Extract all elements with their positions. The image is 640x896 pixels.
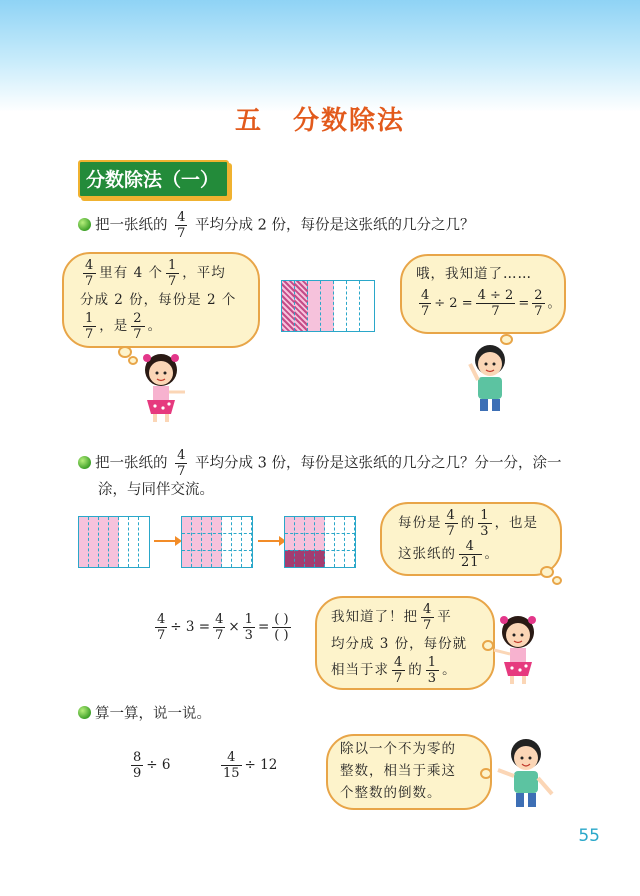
chapter-name: 分数除法 <box>293 106 406 136</box>
question-2: 把一张纸的 $\frac{4}{7}$ 平均分成 3 份，每份是这张纸的几分之几？分一分，涂一 涂，与同伴交流。 <box>78 448 578 501</box>
fraction-grid-1 <box>281 280 375 332</box>
speech-bubble-girl-2: 我知道了！把 $\frac{4}{7}$ 平 均分成 3 份，每份就 相当于求 $\frac{4}{7}$ 的 $\frac{1}{3}$ 。 <box>315 596 495 690</box>
bullet-icon <box>78 218 91 231</box>
girl-figure <box>488 610 548 686</box>
boy-figure <box>462 340 522 414</box>
question-1: 把一张纸的 $\frac{4}{7}$ 平均分成 2 份，每份是这张纸的几分之几？ <box>78 210 474 241</box>
speech-bubble-q2: 每份是 $\frac{4}{7}$ 的 $\frac{1}{3}$ ，也是 这张纸的 $\frac{4}{21}$ 。 <box>380 502 562 576</box>
fraction-grid-2a <box>78 516 150 568</box>
bullet-icon <box>78 706 91 719</box>
header-band <box>0 0 640 112</box>
boy-figure <box>492 734 562 810</box>
speech-bubble-boy-2: 除以一个不为零的 整数，相当于乘这 个整数的倒数。 <box>326 734 492 810</box>
equation-2: $\frac{4}{7}$ ÷ 3 = $\frac{4}{7}$ × $\frac{1}{3}$ = $\frac{( )}{( )}$ <box>157 612 289 643</box>
question-3: 算一算，说一说。 <box>78 703 211 725</box>
speech-bubble-girl-1: $\frac{4}{7}$ 里有 4 个 $\frac{1}{7}$ ，平均 分成 2 份，每份是 2 个 $\frac{1}{7}$ ，是 $\frac{2}{7}$ 。 <box>62 252 260 348</box>
page-number: 55 <box>578 826 600 846</box>
speech-bubble-boy-1: 哦，我知道了…… $\frac{4}{7}$ ÷ 2 = $\frac{4 \div 2}{7}$ = $\frac{2}{7}$ 。 <box>400 254 566 334</box>
exercise-2: $\frac{4}{15}$ ÷ 12 <box>223 750 278 781</box>
fraction-grid-2c <box>284 516 356 568</box>
chapter-number: 五 <box>234 106 263 136</box>
answer-blank[interactable]: $\frac{( )}{( )}$ <box>274 612 289 643</box>
fraction: $\frac{4}{7}$ <box>177 210 186 241</box>
chapter-title <box>0 100 640 137</box>
exercise-1: $\frac{8}{9}$ ÷ 6 <box>133 750 171 781</box>
arrow-icon <box>258 540 280 542</box>
girl-figure <box>135 348 195 424</box>
fraction: $\frac{4}{7}$ <box>177 448 186 479</box>
arrow-icon <box>154 540 176 542</box>
section-title: 分数除法（一） <box>78 160 229 198</box>
bullet-icon <box>78 456 91 469</box>
fraction-grid-2b <box>181 516 253 568</box>
